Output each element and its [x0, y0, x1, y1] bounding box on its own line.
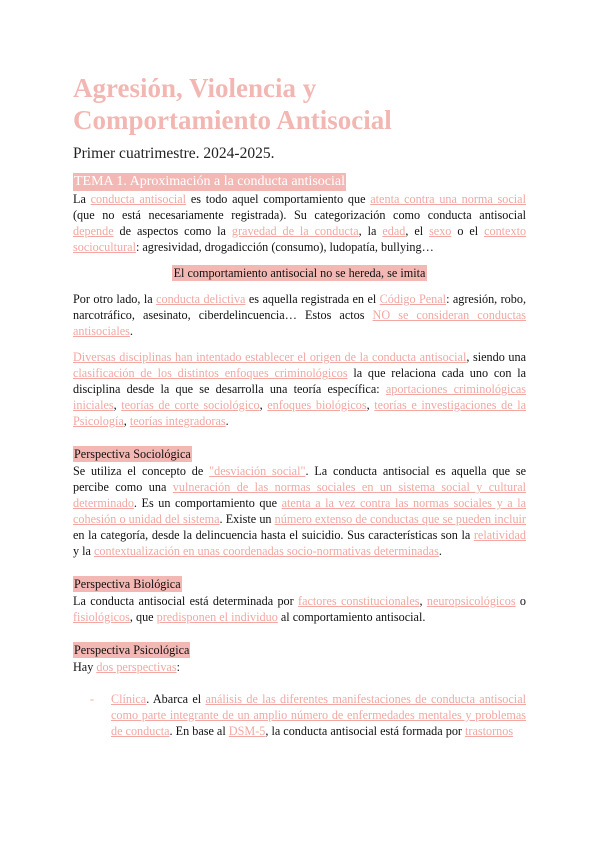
- highlight: conducta antisocial: [90, 192, 187, 206]
- highlight: número extenso de conductas que se pueden incluir: [274, 512, 526, 526]
- highlight: dos perspectivas: [96, 660, 177, 674]
- topic-heading: TEMA 1. Aproximación a la conducta antisocial: [74, 174, 345, 189]
- highlight: clasificación de los distintos enfoques criminológicos: [73, 366, 348, 380]
- highlight: neuropsicológicos: [426, 594, 516, 608]
- highlight: atenta a la vez contra las normas sociales y a la cohesión o unidad del sistema: [73, 496, 526, 526]
- highlight: aportaciones criminológicas iniciales: [73, 382, 527, 412]
- paragraph-psychological: Hay dos perspectivas:: [73, 660, 180, 674]
- highlight: Código Penal: [379, 292, 447, 306]
- highlight: contextualización en unas coordenadas socio-normativas determinadas: [93, 544, 439, 558]
- document-title: [73, 72, 526, 136]
- highlight: trastornos: [465, 724, 514, 738]
- paragraph-definition: La conducta antisocial es todo aquel comportamiento que atenta contra una norma social (que no está necesariamente registrada). Su categorización como conducta antisocial depende de aspectos como la gravedad de la conducta, la edad, el sexo o el contexto sociocultural: agresividad, drogadicción (consumo), ludopatía, bullying…: [73, 192, 527, 254]
- highlight: NO se consideran conductas antisociales: [73, 308, 526, 338]
- title-line-1: Agresión, Violencia y: [73, 73, 317, 103]
- paragraph-delictiva: Por otro lado, la conducta delictiva es aquella registrada en el Código Penal: agresión, robo, narcotráfico, asesinato, ciberdelincuencia… Estos actos NO se consideran conductas antisociales.: [73, 292, 527, 338]
- highlight: enfoques biológicos: [267, 398, 367, 412]
- document-subtitle: Primer cuatrimestre. 2024-2025.: [73, 145, 275, 162]
- highlight: análisis de las diferentes manifestaciones de conducta antisocial como parte integrante de un amplio número de enfermedades mentales y problemas de conducta: [111, 692, 526, 738]
- highlight: fisiológicos: [73, 610, 130, 624]
- highlight: relatividad: [473, 528, 526, 542]
- highlight: teorías de corte sociológico: [121, 398, 260, 412]
- highlight: contexto sociocultural: [73, 224, 527, 254]
- title-line-2: Comportamiento Antisocial: [73, 105, 392, 135]
- list-item-clinical: - Clínica. Abarca el análisis de las diferentes manifestaciones de conducta antisocial como parte integrante de un amplio número de enfermedades mentales y problemas de conducta. En base al DSM-5, la conducta antisocial está formada por trastornos: [90, 692, 526, 738]
- highlight: teorías e investigaciones de la Psicología: [73, 398, 527, 428]
- highlight: factores constitucionales: [298, 594, 420, 608]
- highlight: teorías integradoras: [129, 414, 226, 428]
- highlight: depende: [73, 224, 114, 238]
- highlight: DSM-5: [228, 724, 266, 738]
- highlight: predisponen el individuo: [156, 610, 278, 624]
- highlight: "desviación social": [209, 464, 306, 478]
- highlight: sexo: [429, 224, 452, 238]
- highlight: Diversas disciplinas han intentado establecer el origen de la conducta antisocial: [73, 350, 467, 364]
- paragraph-sociological: Se utiliza el concepto de "desviación social". La conducta antisocial es aquella que se percibe como una vulneración de las normas sociales en un sistema social y cultural determinado. Es un comportamiento que atenta a la vez contra las normas sociales y a la cohesión o unidad del sistema. Existe un número extenso de conductas que se pueden incluir en la categoría, desde la delincuencia hasta el suicidio. Sus características son la relatividad y la contextualización en unas coordenadas socio-normativas determinadas.: [73, 464, 527, 558]
- highlight: conducta delictiva: [156, 292, 246, 306]
- bullet-dash: -: [90, 692, 95, 706]
- document-page: [73, 72, 526, 739]
- key-statement: El comportamiento antisocial no se hereda, se imita: [173, 266, 426, 280]
- highlight: edad: [382, 224, 406, 238]
- section-heading-sociological: Perspectiva Sociológica: [74, 447, 191, 461]
- section-heading-biological: Perspectiva Biológica: [74, 577, 181, 591]
- highlight: vulneración de las normas sociales en un sistema social y cultural determinado: [73, 480, 526, 510]
- paragraph-disciplines: Diversas disciplinas han intentado establecer el origen de la conducta antisocial, siendo una clasificación de los distintos enfoques criminológicos la que relaciona cada uno con la disciplina desde la que se desarrolla una teoría específica: aportaciones criminológicas iniciales, teorías de corte sociológico, enfoques biológicos, teorías e investigaciones de la Psicología, teorías integradoras.: [73, 350, 527, 428]
- highlight: gravedad de la conducta: [231, 224, 359, 238]
- section-heading-psychological: Perspectiva Psicológica: [74, 643, 190, 657]
- highlight: Clínica: [111, 692, 147, 706]
- highlight: atenta contra una norma social: [370, 192, 526, 206]
- paragraph-biological: La conducta antisocial está determinada por factores constitucionales, neuropsicológicos o fisiológicos, que predisponen el individuo al comportamiento antisocial.: [73, 594, 526, 624]
